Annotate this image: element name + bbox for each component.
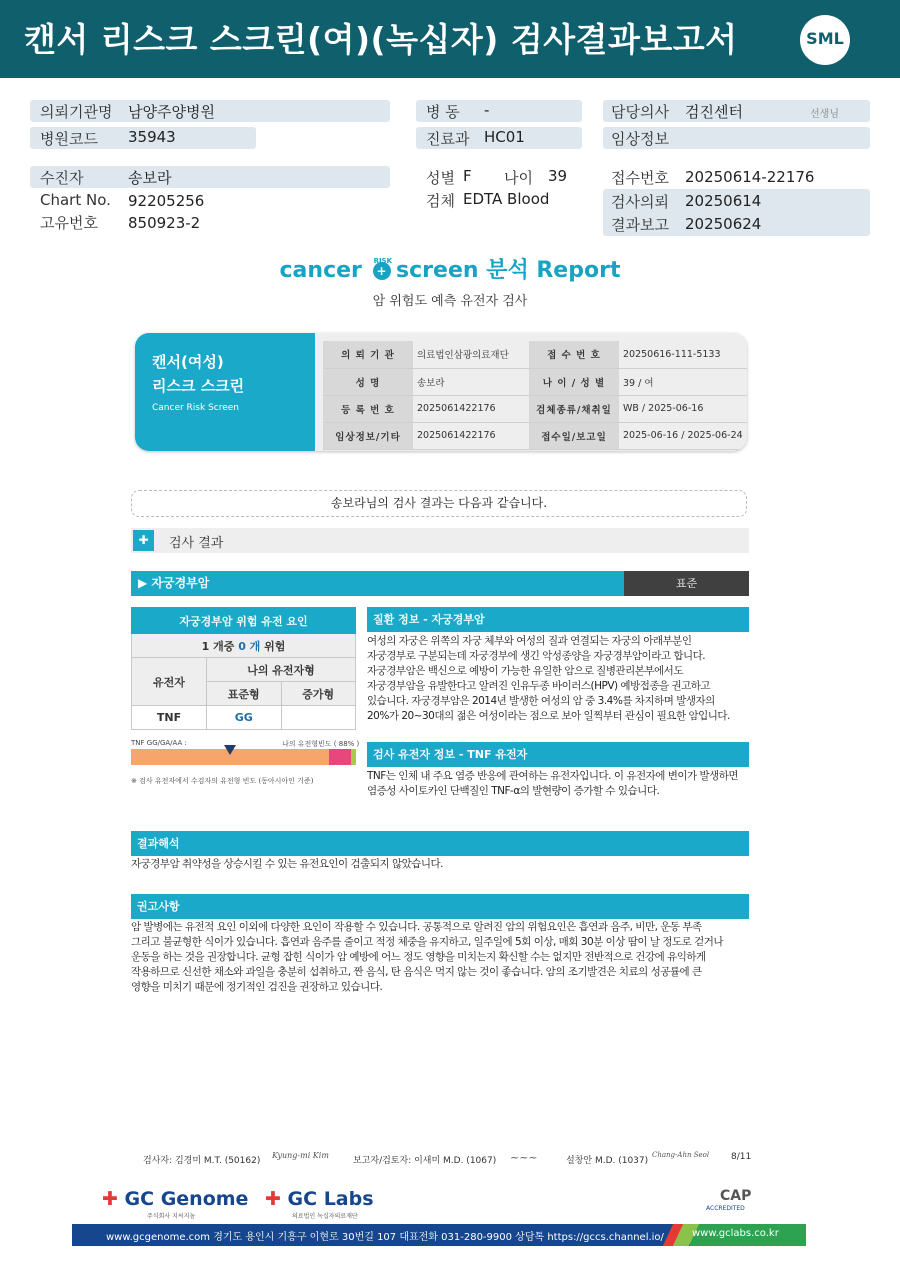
section-header	[131, 528, 749, 553]
medical-kit-icon: ✚	[133, 530, 154, 551]
gene-count-suffix: 위험	[264, 639, 286, 653]
gc-labs-logo	[265, 1188, 374, 1210]
text-line: 그리고 불균형한 식이가 있습니다. 흡연과 음주를 줄이고 적정 체중을 유지하고, 일주일에 5회 이상, 매회 30분 이상 땀이 날 정도로 걷거나	[131, 936, 724, 948]
card-value: 2025061422176	[413, 422, 529, 449]
dept-label: 진료과	[426, 130, 470, 148]
cancer-screen-title	[0, 253, 900, 284]
uid-value: 850923-2	[128, 214, 201, 232]
sml-logo	[800, 15, 850, 65]
gene-table-title: 자궁경부암 위험 유전 요인	[132, 608, 356, 634]
footer-address: www.gcgenome.com 경기도 용인시 기흥구 이현로 30번길 107 대표전화 031-280-9900 상담톡 https://gccs.channel.io/	[106, 1232, 664, 1243]
col-gene-header: 유전자	[132, 658, 207, 706]
cap-accredited-logo	[706, 1188, 776, 1218]
freq-right-label: 나의 유전형빈도 ( 88% )	[282, 740, 360, 748]
specimen-label: 검체	[426, 192, 455, 210]
card-key: 의 뢰 기 관	[323, 341, 413, 368]
card-name-line1: 캔서(여성)	[152, 353, 224, 371]
text-line: 있습니다. 자궁경부암은 2014년 발생한 여성의 암 중 3.4%를 차지하며 발생자의	[367, 695, 715, 707]
gene-count-num: 0 개	[238, 639, 261, 653]
plus-icon: +	[373, 262, 391, 280]
institution-value: 남양주양병원	[128, 103, 215, 121]
my-genotype-marker	[224, 745, 236, 755]
card-key: 접 수 번 호	[529, 341, 619, 368]
text-line: 여성의 자궁은 위쪽의 자궁 체부와 여성의 질과 연결되는 자궁의 아래부분인	[367, 635, 692, 647]
text-line: 암 발병에는 유전적 요인 이외에 다양한 요인이 작용할 수 있습니다. 공통적으로 알려진 암의 위험요인은 흡연과 음주, 비만, 운동 부족	[131, 921, 702, 933]
text-line: 자궁경부로 구분되는데 자궁경부에 생긴 악성종양을 자궁경부암이라고 합니다.	[367, 650, 706, 662]
card-name-line2: 리스크 스크린	[152, 377, 245, 395]
card-key: 임상정보/기타	[323, 422, 413, 449]
cancer-name-bar: ▶ 자궁경부암	[131, 571, 624, 596]
ward-label: 병 동	[426, 103, 460, 121]
gc-cross-icon: ✚	[265, 1188, 281, 1210]
examiner: 검사자: 김경미 M.T. (50162)	[143, 1156, 261, 1166]
gene-info-text	[367, 769, 752, 799]
card-key: 검체종류/채취일	[529, 395, 619, 422]
title-middle: screen	[396, 258, 479, 283]
text-line: 자궁경부암은 백신으로 예방이 가능한 유일한 암으로 질병관리본부에서도	[367, 665, 683, 677]
card-banner	[135, 333, 315, 451]
card-value: 20250616-111-5133	[619, 341, 747, 368]
card-value: 39 / 여	[619, 368, 747, 395]
gene-count-prefix: 1 개중	[201, 639, 235, 653]
interpretation-title: 결과해석	[131, 831, 749, 856]
third-signature: Chang-Ahn Seol	[652, 1151, 710, 1159]
col-standard-header: 표준형	[207, 682, 282, 706]
institution-label: 의뢰기관명	[40, 103, 113, 121]
dept-value: HC01	[484, 128, 525, 146]
disease-info-title: 질환 정보 - 자궁경부암	[367, 607, 749, 632]
card-key: 성 명	[323, 368, 413, 395]
doctor-value: 검진센터	[685, 103, 743, 121]
text-line: 작용하므로 신선한 채소와 과일을 충분히 섭취하고, 짠 음식, 탄 음식은 먹지 않는 것이 좋습니다. 암의 조기발견은 치료의 성공률에 큰	[131, 966, 702, 978]
gene-name: TNF	[132, 706, 207, 730]
chart-label: Chart No.	[40, 191, 111, 209]
sex-label: 성별	[426, 169, 455, 187]
table-row	[132, 706, 356, 730]
reception-label: 접수번호	[611, 169, 669, 187]
title-suffix: 분석 Report	[486, 258, 621, 283]
card-value: 송보라	[413, 368, 529, 395]
increase-value	[281, 706, 356, 730]
card-key: 나 이 / 성 별	[529, 368, 619, 395]
text-line: 자궁경부암을 유발한다고 알려진 인유두종 바이러스(HPV) 예방접종을 권고하고	[367, 680, 711, 692]
text-line: 염증성 사이토카인 단백질인 TNF-α의 발현량이 증가할 수 있습니다.	[367, 785, 660, 797]
patient-label: 수진자	[40, 169, 84, 187]
patient-card	[135, 333, 747, 451]
recommendation-title: 권고사항	[131, 894, 749, 919]
gc-genome-sub: 주식회사 지씨지놈	[147, 1213, 196, 1220]
card-row	[323, 341, 747, 368]
header-bar	[0, 0, 900, 78]
footer-bar	[72, 1224, 806, 1246]
third-signer: 설창안 M.D. (1037)	[566, 1156, 649, 1166]
cancer-status: 표준	[624, 571, 749, 596]
ward-value: -	[484, 101, 490, 119]
specimen-value: EDTA Blood	[463, 190, 550, 208]
gc-genome-logo	[102, 1188, 248, 1210]
chart-value: 92205256	[128, 192, 205, 210]
section-title: 검사 결과	[169, 536, 224, 551]
reviewer: 보고자/검토자: 이새미 M.D. (1067)	[353, 1156, 497, 1166]
card-key: 등 록 번 호	[323, 395, 413, 422]
cap-text: CAP	[720, 1188, 752, 1204]
interpretation-text: 자궁경부암 취약성을 상승시킬 수 있는 유전요인이 검출되지 않았습니다.	[131, 858, 443, 870]
recommendation-text	[131, 920, 751, 995]
title-prefix: cancer	[279, 258, 362, 283]
text-line: 영향을 미치기 때문에 정기적인 검진을 권장하고 있습니다.	[131, 981, 383, 993]
gene-info-title: 검사 유전자 정보 - TNF 유전자	[367, 742, 749, 767]
hospital-code-label: 병원코드	[40, 130, 98, 148]
card-row	[323, 422, 747, 449]
hospital-code-value: 35943	[128, 128, 176, 146]
reviewer-signature: ~~~	[510, 1151, 538, 1164]
gc-labs-sub: 의료법인 녹십자의료재단	[292, 1213, 358, 1220]
uid-label: 고유번호	[40, 214, 98, 232]
card-value: 2025-06-16 / 2025-06-24	[619, 422, 747, 449]
result-intro: 송보라님의 검사 결과는 다음과 같습니다.	[131, 490, 747, 517]
report-title: 캔서 리스크 스크린(여)(녹십자) 검사결과보고서	[24, 20, 738, 59]
gc-labs-text: GC Labs	[287, 1188, 374, 1210]
freq-segment-ga	[329, 749, 351, 765]
risk-mark: RISK	[373, 257, 393, 265]
report-label: 결과보고	[611, 216, 669, 234]
report-subtitle: 암 위험도 예측 유전자 검사	[372, 294, 528, 309]
col-increase-header: 증가형	[281, 682, 356, 706]
footer-website[interactable]: www.gclabs.co.kr	[692, 1228, 779, 1239]
card-value: 의료법인삼광의료재단	[413, 341, 529, 368]
disease-info-text	[367, 634, 752, 724]
gene-table	[131, 607, 356, 730]
age-value: 39	[548, 167, 568, 185]
sml-logo-text: SML	[806, 29, 844, 48]
patient-value: 송보라	[128, 169, 172, 187]
card-key: 접수일/보고일	[529, 422, 619, 449]
card-table	[323, 341, 747, 450]
age-label: 나이	[504, 169, 533, 187]
report-value: 20250624	[685, 215, 762, 233]
request-value: 20250614	[685, 192, 762, 210]
reception-value: 20250614-22176	[685, 168, 815, 186]
text-line: TNF는 인체 내 주요 염증 반응에 관여하는 유전자입니다. 이 유전자에 변이가 발생하면	[367, 770, 739, 782]
text-line: 운동을 하는 것을 권장합니다. 균형 잡힌 식이가 암 예방에 어느 정도 영향을 미치는지 확신할 수는 없지만 전반적으로 건강에 유익하게	[131, 951, 706, 963]
card-row	[323, 395, 747, 422]
cap-sub: ACCREDITED	[706, 1205, 745, 1212]
examiner-signature: Kyung-mi Kim	[272, 1151, 329, 1160]
card-row	[323, 368, 747, 395]
request-label: 검사의뢰	[611, 193, 669, 211]
card-value: WB / 2025-06-16	[619, 395, 747, 422]
clinical-label: 임상정보	[611, 130, 669, 148]
standard-value: GG	[207, 706, 282, 730]
doctor-label: 담당의사	[611, 103, 669, 121]
freq-segment-aa	[351, 749, 356, 765]
card-name-en: Cancer Risk Screen	[152, 403, 240, 413]
page-number: 8/11	[731, 1152, 752, 1162]
card-value: 2025061422176	[413, 395, 529, 422]
patient-row	[30, 166, 390, 188]
freq-note: ※ 검사 유전자에서 수검자의 유전형 빈도 (동아시아인 기준)	[131, 777, 314, 785]
sex-value: F	[463, 167, 472, 185]
text-line: 20%가 20~30대의 젊은 여성이라는 점으로 보아 일찍부터 관심이 필요한 암입니다.	[367, 710, 730, 722]
col-my-header: 나의 유전자형	[207, 658, 356, 682]
frequency-bar	[131, 749, 356, 765]
gc-genome-text: GC Genome	[124, 1188, 249, 1210]
gene-count	[132, 634, 356, 658]
freq-left-label: TNF GG/GA/AA :	[131, 739, 187, 747]
doctor-suffix: 선생님	[810, 109, 839, 120]
gc-cross-icon: ✚	[102, 1188, 118, 1210]
